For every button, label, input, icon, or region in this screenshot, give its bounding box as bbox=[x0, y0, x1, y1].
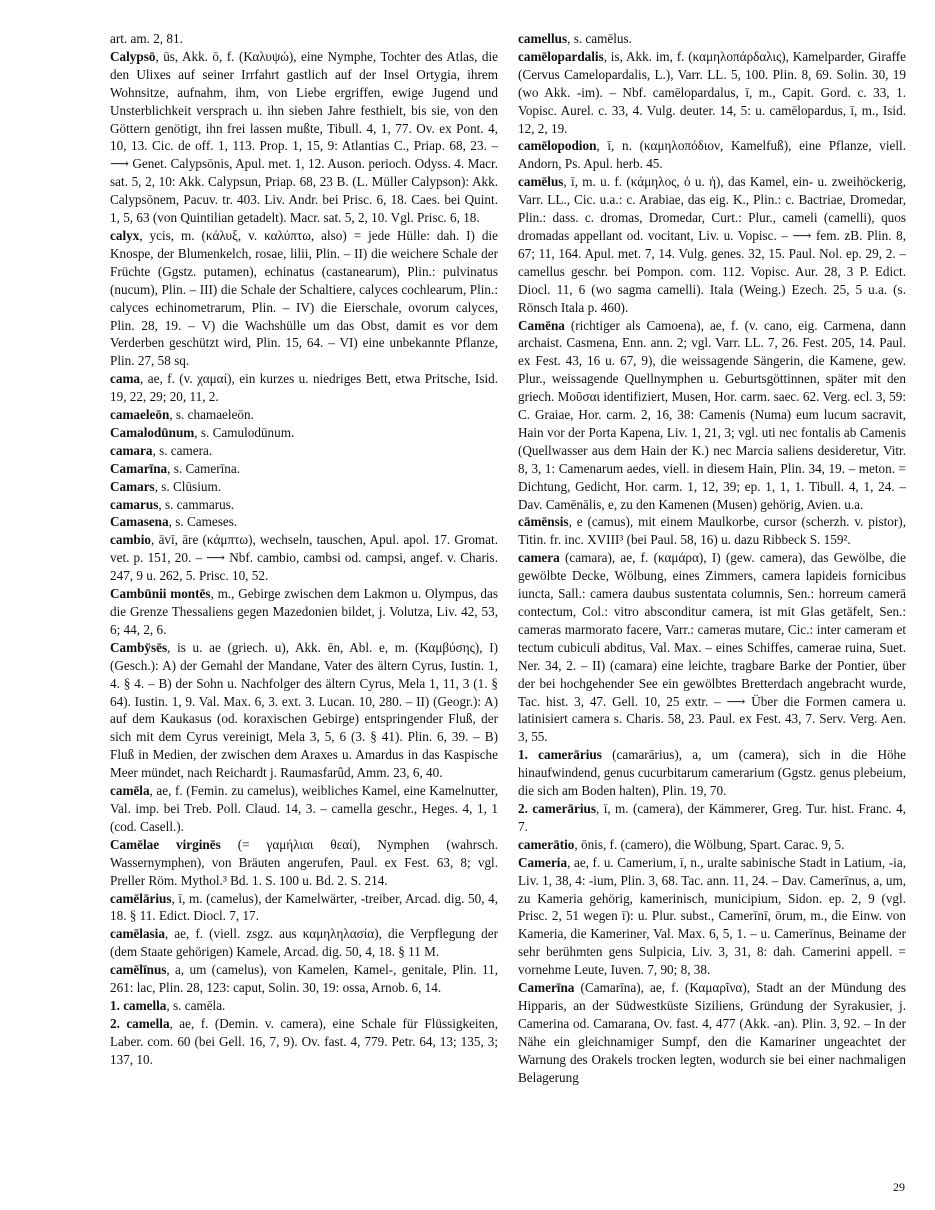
entry: Cambȳsēs, is u. ae (griech. u), Akk. ēn, Abl. e, m. (Καμβύσης), I) (Gesch.): A) der Gemahl der Mandane, Vater des ältern Cyrus, Iustin. 1, 4. § 4. – B) der Sohn u. Nachfolger des ältern Cyrus, Mela 1, 11, 3 (1. § 64). Iustin. 1, 9. Val. Max. 6, 3. ext. 3. Lucan. 10, 280. – II) (Geogr.): A) auf dem Kaukasus (od. koraxischen Gebirge) entspringender Fluß, der sich mit dem Cyrus vereinigt, Mela 3, 5, 6 (3. § 41). Plin. 6, 39. – B) Fluß in Medien, der zwischen dem Araxes u. Amardus in das Kaspische Meer mündet, nach Reichardt j. Raumasfarûd, Amm. 23, 6, 40. bbox=[110, 639, 498, 781]
entry: Camarīna, s. Camerīna. bbox=[110, 460, 241, 476]
entry: 1. camella, s. camēla. bbox=[110, 997, 226, 1013]
entry: calyx, ycis, m. (κάλυξ, v. καλύπτω, also) = jede Hülle: dah. I) die Knospe, der Blumenkelch, rosae, lilii, Plin. – II) die weichere Schale der Früchte (Ggstz. putamen), echinatus (castanearum), Plin.: pulvinatus (nucum), Plin. – III) die Schale der Schaltiere, calyces cochlearum, Plin.: calyces echinometrarum, Plin. – IV) die Eierschale, ovorum calyces, Plin. 28, 19. – V) die Wachshülle um das Obst, damit es vor dem Verderben geschützt wird, Plin. 15, 64. – VI) eine unbekannte Pflanze, Plin. 27, 58 sq. bbox=[110, 227, 498, 369]
entry: 2. camella, ae, f. (Demin. v. camera), eine Schale für Flüssigkeiten, Laber. com. 60 (bei Gell. 16, 7, 9). Ov. fast. 4, 779. Petr. 64, 13; 135, 3; 137, 10. bbox=[110, 1015, 498, 1067]
entry: Camasena, s. Cameses. bbox=[110, 514, 238, 530]
entry: Camēna (richtiger als Camoena), ae, f. (v. cano, eig. Carmena, dann archaist. Casmena, Enn. ann. 2; vgl. Varr. LL. 7, 26. Fest. 205, 14. Paul. ex Fest. 43, 16 u. 67, 9), die weissagende Sängerin, die Kamene, gew. Plur., weissagende Quellnymphen u. Geburtsgöttinnen, später mit den griech. Μοῦσαι identifiziert, Musen, Hor. carm. saec. 62. Verg. ecl. 3, 59: C. Graiae, Hor. carm. 2, 16, 38: Camenis (Numa) eum lucum sacravit, Hain vor der Porta Kapena, Liv. 1, 21, 3; vgl. uti nec fontalis ab Camenis (Quellwasser aus dem Hain der K.) nec Marcia saliens desideretur, Vitr. 8, 3, 1: Camenarum aedes, viell. in diesem Hain, Plin. 34, 19. – meton. = Dichtung, Gedicht, Hor. carm. 1, 12, 39; ep. 1, 1, 1. Tibull. 4, 1, 24. – Dav. Camēnālis, e, zu den Kamenen (Musen) gehörig, Avien. u.a. bbox=[518, 317, 906, 512]
entry: Camēlae virginēs (= γαμήλιαι θεαί), Nymphen (wahrsch. Wassernymphen), von Bräuten angerufen, Paul. ex Fest. 63, 8; vgl. Preller Röm. Mythol.³ Bd. 1. S. 100 u. Bd. 2. S. 214. bbox=[110, 836, 498, 888]
entry: camēlārius, ī, m. (camelus), der Kamelwärter, -treiber, Arcad. dig. 50, 4, 18. § 11. Edict. Diocl. 7, 17. bbox=[110, 890, 498, 924]
entry: camēlasia, ae, f. (viell. zsgz. aus καμηληλασία), die Verpflegung der (dem Staate gehörigen) Kamele, Arcad. dig. 50, 4, 18. § 11 M. bbox=[110, 926, 498, 960]
entry: cambio, āvī, āre (κάμπτω), wechseln, tauschen, Apul. apol. 17. Gromat. vet. p. 151, 20. – ⟶ Nbf. cambio, cambsi od. campsi, angef. v. Charis. 247, 9 u. 262, 5. Prisc. 10, 52. bbox=[110, 532, 498, 584]
entry: camara, s. camera. bbox=[110, 442, 213, 458]
entry: 2. camerārius, ī, m. (camera), der Kämmerer, Greg. Tur. hist. Franc. 4, 7. bbox=[518, 800, 906, 834]
entry: 1. camerārius (camarārius), a, um (camera), sich in die Höhe hinaufwindend, genus cucurbitarum camerarium (Ggstz. genus plebeium, die sich am Boden halten), Plin. 19, 70. bbox=[518, 747, 907, 799]
entry: cāmēnsis, e (camus), mit einem Maulkorbe, cursor (scherzh. v. pistor), Titin. fr. inc. XVIII³ (bei Paul. 58, 16) u. dazu Ribbeck S. 159². bbox=[518, 514, 906, 548]
entry: camēlopardalis, is, Akk. im, f. (καμηλοπάρδαλις), Kamelparder, Giraffe (Cervus Camelopardalis, L.), Varr. LL. 5, 100. Plin. 8, 69. Solin. 30, 19 (wo Akk. -im). – Nbf. camēlopardalus, ī, m., Capit. Gord. c. 33, 1. Vopisc. Aurel. c. 33, 4. Vulg. deuter. 14, 5: u. camēlopardus, ī, m., Isid. 12, 2, 19. bbox=[518, 48, 906, 136]
entry: Camerīna (Camarīna), ae, f. (Καμαρῖνα), Stadt an der Mündung des Hipparis, an der Südwestküste Siziliens, Gründung der Syrakusier, j. Camerina od. Camarana, Ov. fast. 4, 477 (Akk. -an). Plin. 3, 92. – In der Nähe ein gleichnamiger Sumpf, den die Kamariner ungeachtet der Warnung des Orakels trocken legten, wodurch sie bei einer nachmaligen Belagerung bbox=[518, 980, 906, 1085]
entry: camaeleōn, s. chamaeleōn. bbox=[110, 407, 254, 423]
entry: Cameria, ae, f. u. Camerium, ī, n., uralte sabinische Stadt in Latium, -ia, Liv. 1, 38, 4: -ium, Plin. 3, 68. Tac. ann. 11, 24. – Dav. Camerīnus, a, um, zu Kameria gehörig, kamerinisch, municipium, Sidon. ep. 2, 9 (vgl. Prisc. 2, 51 wegen ī): u. Plur. subst., Camerīnī, ōrum, m., die Einw. von Kameria, die Kameriner, Val. Max. 6, 5, 1. – u. Camerīnus, Beiname der sehr berühmten gens Sulpicia, Liv. 3, 31, 8: dah. Camerini appell. = vornehme Leute, Iuven. 7, 90; 8, 38. bbox=[518, 854, 906, 978]
entry: cama, ae, f. (v. χαμαί), ein kurzes u. niedriges Bett, etwa Pritsche, Isid. 19, 22, 29; 20, 11, 2. bbox=[110, 371, 498, 405]
page-number: 29 bbox=[893, 1180, 905, 1194]
entry: camēlopodion, ī, n. (καμηλοπόδιον, Kamelfuß), eine Pflanze, viell. Andorn, Ps. Apul. herb. 45. bbox=[518, 138, 906, 172]
entry: Camalodūnum, s. Camulodūnum. bbox=[110, 424, 295, 440]
entry: camēla, ae, f. (Femin. zu camelus), weibliches Kamel, eine Kamelnutter, Val. imp. bei Treb. Poll. Claud. 14, 3. – camella geschr., Heges. 4, 1, 1 (cod. Casell.). bbox=[110, 783, 498, 834]
entry: camerātio, ōnis, f. (camero), die Wölbung, Spart. Carac. 9, 5. bbox=[518, 836, 845, 852]
entry: camēlīnus, a, um (camelus), von Kamelen, Kamel-, genitale, Plin. 11, 261: lac, Plin. 28, 123: caput, Solin. 30, 19: ossa, Arnob. 6, 14. bbox=[110, 962, 498, 996]
entry: Calypsō, ūs, Akk. ō, f. (Καλυψώ), eine Nymphe, Tochter des Atlas, die den Ulixes auf seiner Irrfahrt gastlich auf der Insel Ortygia, ihrem Wohnsitze, aufnahm, ihm, von Liebe ergriffen, ewige Jugend und Unsterblichkeit versprach u. ihn sieben Jahre festhielt, bis sie, von den Göttern genötigt, ihn frei lassen mußte, Tibull. 4, 1, 77. Ov. ex Pont. 4, 10, 13. Cic. de off. 1, 113. Prop. 1, 15, 9: Atlantias C., Priap. 68, 23. – ⟶ Genet. Calypsōnis, Apul. met. 1, 12. Auson. perioch. Odyss. 4. Macr. sat. 5, 2, 10: Akk. Calypsun, Priap. 68, 23 B. (L. Müller Calypson): Akk. Calypsōnem, Pacuv. tr. 403. Liv. Andr. bei Prisc. 6, 18. Caes. bei Quint. 1, 5, 63 (von Quintilian getadelt). Macr. sat. 5, 2, 10. Vgl. Prisc. 6, 18. bbox=[110, 48, 498, 226]
entry: camellus, s. camēlus. bbox=[518, 31, 632, 46]
entry: Cambūnii montēs, m., Gebirge zwischen dem Lakmon u. Olympus, das die Grenze Thessaliens gegen Mazedonien bildet, j. Volutza, Liv. 42, 53, 6; 44, 2, 6. bbox=[110, 586, 498, 637]
entry: art. am. 2, 81. bbox=[110, 31, 183, 46]
entry: camera (camara), ae, f. (καμάρα), I) (gew. camera), das Gewölbe, die gewölbte Decke, Wölbung, eines Zimmers, camera lapideis fornicibus iuncta, Sall.: camera daubus sustentata columnis, Sen.: horreum camerā contectum, Col.: vitro absconditur camera, ist mit Glas getäfelt, Sen.: cameras marmorato facere, Varr.: cameras mutare, Cic.: inter cameram et tectum cubiculi abditus, Val. Max. – eines Schiffes, camerae ruina, Suet. Ner. 34, 2. – II) (camara) eine leichte, tragbare Barke der Pontier, über der bei hochgehender See ein gewölbtes Bretterdach angebracht wurde, Tac. hist. 3, 47. Gell. 10, 25 extr. – ⟶ Über die Formen camera u. latinisiert camera s. Charis. 58, 23. Paul. ex Fest. 43, 7. Serv. Verg. Aen. 3, 55. bbox=[518, 550, 906, 745]
entry: Camars, s. Clūsium. bbox=[110, 478, 222, 494]
right-column bbox=[518, 30, 906, 1086]
left-column bbox=[110, 30, 498, 1069]
entry: camēlus, ī, m. u. f. (κάμηλος, ὁ u. ἡ), das Kamel, ein- u. zweihöckerig, Varr. LL., Cic. u.a.: c. Arabiae, das eig. K., Plin.: c. Bactriae, Dromedar, Plin.: dass. c. dromas, Dromedar, Curt.: Plur., cameli (camelli), quos dromadas appellant od. vocitant, Liv. u. Vopisc. – ⟶ fem. zB. Plin. 8, 67; 11, 164. Apul. met. 7, 14. Vulg. genes. 32, 15. Paul. Nol. ep. 29, 2. – camellus geschr. bei Pompon. com. 112. Vopisc. Aur. 28, 3 P. Edict. Diocl. 11, 6 (wo sagma camelli). Itala (Weing.) Ezech. 25, 5 u.a. (s. Rönsch Itala p. 460). bbox=[518, 174, 906, 315]
entry: camarus, s. cammarus. bbox=[110, 496, 235, 512]
